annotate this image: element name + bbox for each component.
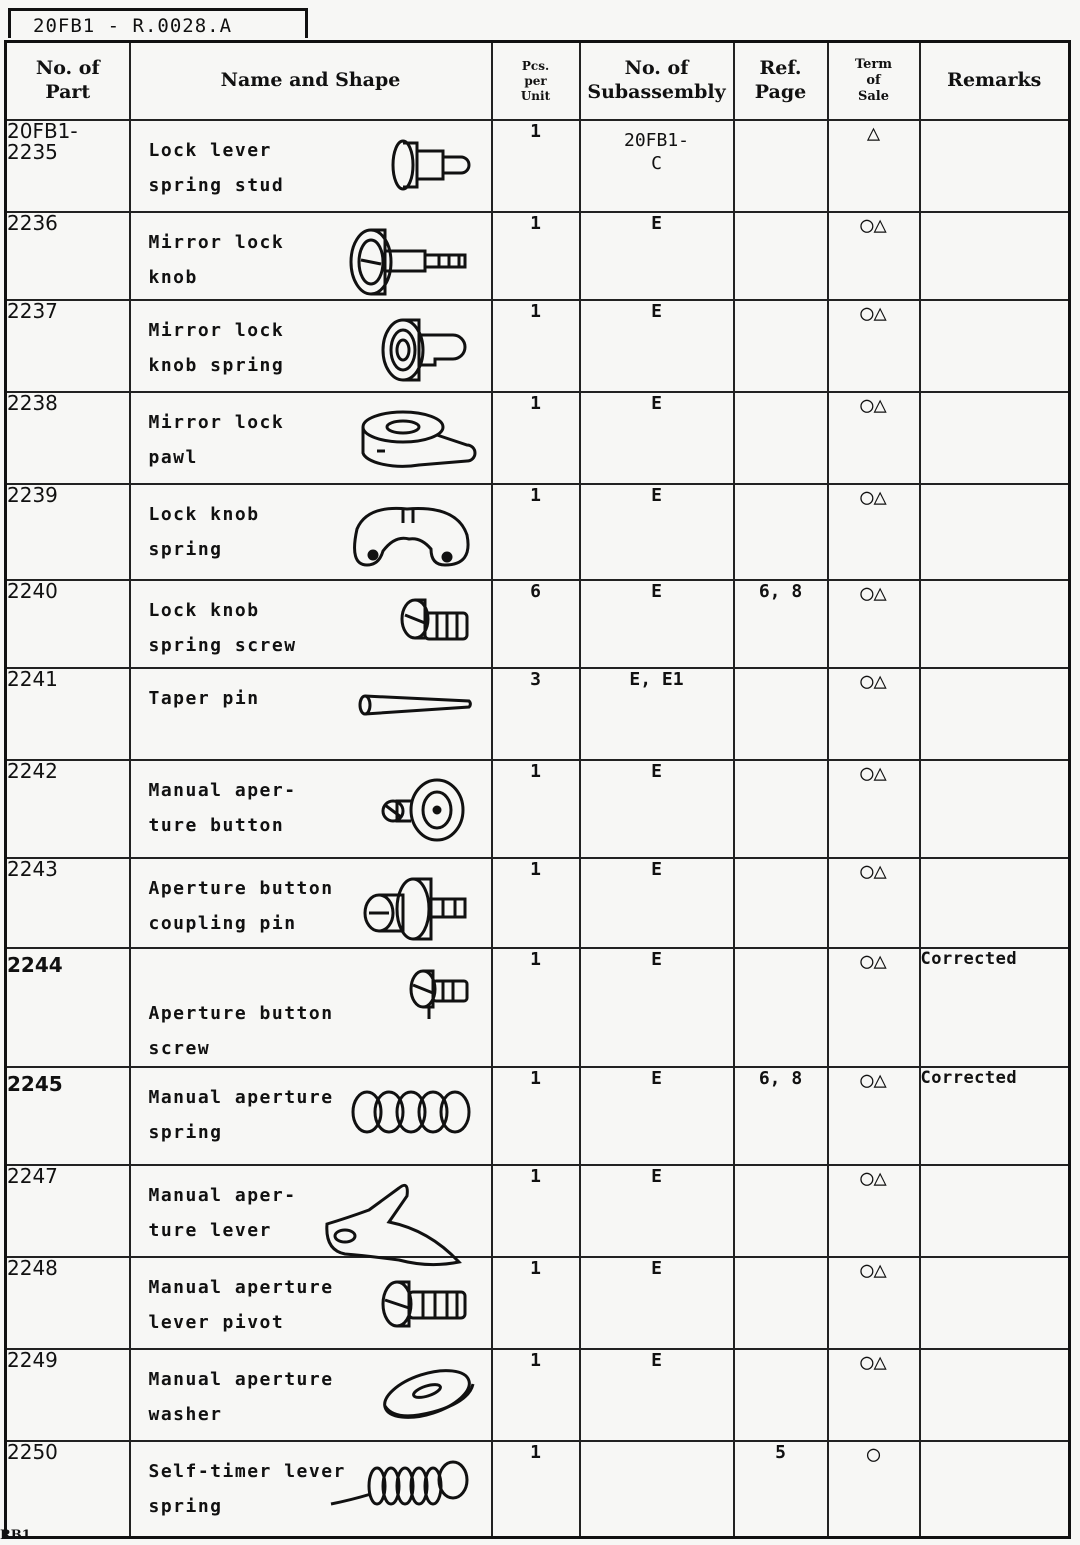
ref-page [734, 948, 828, 1067]
part-name: Mirror lock knob [148, 232, 285, 288]
header-name-shape: Name and Shape [130, 42, 492, 121]
subassembly: E [580, 300, 734, 392]
part-name: Lock knob spring [148, 504, 260, 560]
part-number: 2250 [6, 1441, 130, 1537]
ref-page [734, 392, 828, 484]
part-name-cell [130, 668, 492, 760]
pcs-per-unit: 1 [492, 1165, 580, 1257]
clip-spring-icon [347, 499, 477, 579]
remarks: Corrected [920, 1067, 1070, 1165]
part-name: Self-timer lever spring [148, 1461, 346, 1517]
ref-page: 5 [734, 1441, 828, 1537]
subassembly: E [580, 858, 734, 948]
part-number: 2239 [6, 484, 130, 580]
pcs-per-unit: 1 [492, 484, 580, 580]
subassembly: E [580, 948, 734, 1067]
header-part-no: No. of Part [6, 42, 130, 121]
part-name-cell [130, 300, 492, 392]
stud-icon [387, 135, 477, 199]
table-row [6, 1165, 1070, 1257]
subassembly: E [580, 212, 734, 300]
part-name-cell [130, 1165, 492, 1257]
header-ref-page: Ref. Page [734, 42, 828, 121]
pcs-per-unit: 1 [492, 392, 580, 484]
term-of-sale: ○△ [828, 1165, 920, 1257]
part-name: Manual aper- ture button [148, 780, 297, 836]
ref-page: 6, 8 [734, 580, 828, 668]
part-name-cell [130, 580, 492, 668]
ref-page: 6, 8 [734, 1067, 828, 1165]
subassembly: E, E1 [580, 668, 734, 760]
table-row [6, 300, 1070, 392]
pcs-per-unit: 1 [492, 1349, 580, 1441]
part-name: Aperture button coupling pin [148, 878, 334, 934]
pcs-per-unit: 1 [492, 212, 580, 300]
part-number: 2244 [6, 948, 130, 1067]
table-row [6, 484, 1070, 580]
ref-page [734, 1349, 828, 1441]
part-name: Mirror lock knob spring [148, 320, 285, 376]
table-row [6, 120, 1070, 212]
part-name-cell [130, 948, 492, 1067]
washer-icon [377, 1364, 477, 1428]
subassembly: E [580, 392, 734, 484]
table-row [6, 212, 1070, 300]
ref-page [734, 668, 828, 760]
ref-page [734, 300, 828, 392]
footer-code: RB1 [0, 1528, 31, 1543]
part-number: 2243 [6, 858, 130, 948]
header-subassembly: No. of Subassembly [580, 42, 734, 121]
remarks [920, 300, 1070, 392]
part-name-cell [130, 1257, 492, 1349]
remarks [920, 1257, 1070, 1349]
table-row [6, 1067, 1070, 1165]
term-of-sale: ○△ [828, 1067, 920, 1165]
part-name: Manual aper- ture lever [148, 1185, 297, 1241]
coupling-pin-icon [357, 873, 477, 947]
knob-icon [347, 227, 477, 301]
pcs-per-unit: 1 [492, 1257, 580, 1349]
subassembly [580, 1441, 734, 1537]
subassembly: E [580, 1165, 734, 1257]
part-name-cell [130, 212, 492, 300]
subassembly: E [580, 580, 734, 668]
remarks [920, 392, 1070, 484]
remarks [920, 1165, 1070, 1257]
term-of-sale: ○△ [828, 580, 920, 668]
part-name-cell [130, 1349, 492, 1441]
table-row [6, 668, 1070, 760]
part-name: Manual aperture spring [148, 1087, 334, 1143]
remarks [920, 580, 1070, 668]
table-row [6, 1441, 1070, 1537]
pivot-screw-icon [377, 1272, 477, 1346]
table-row [6, 1257, 1070, 1349]
ref-page [734, 1257, 828, 1349]
part-name-cell [130, 858, 492, 948]
subassembly: E [580, 1257, 734, 1349]
part-name: Mirror lock pawl [148, 412, 285, 468]
part-number: 2241 [6, 668, 130, 760]
screw-icon [397, 595, 477, 659]
term-of-sale: ○△ [828, 1257, 920, 1349]
subassembly: E [580, 484, 734, 580]
part-name-cell [130, 392, 492, 484]
part-number: 20FB1- 2235 [6, 120, 130, 212]
ref-page [734, 1165, 828, 1257]
part-number: 2245 [6, 1067, 130, 1165]
subassembly: E [580, 1067, 734, 1165]
ref-page [734, 484, 828, 580]
term-of-sale: ○△ [828, 1349, 920, 1441]
term-of-sale: △ [828, 120, 920, 212]
table-row [6, 1349, 1070, 1441]
pcs-per-unit: 1 [492, 300, 580, 392]
part-number: 2238 [6, 392, 130, 484]
ref-page [734, 120, 828, 212]
coil-knob-icon [377, 315, 477, 389]
subassembly: E [580, 1349, 734, 1441]
part-number: 2237 [6, 300, 130, 392]
pcs-per-unit: 3 [492, 668, 580, 760]
part-name-cell [130, 1441, 492, 1537]
term-of-sale: ○△ [828, 668, 920, 760]
header-row [6, 42, 1070, 121]
part-name-cell [130, 484, 492, 580]
part-name-cell [130, 120, 492, 212]
parts-table [4, 40, 1071, 1539]
table-row [6, 580, 1070, 668]
ref-page [734, 858, 828, 948]
part-name: Lock knob spring screw [148, 600, 297, 656]
header-pcs-per-unit: Pcs. per Unit [492, 42, 580, 121]
table-row [6, 858, 1070, 948]
pcs-per-unit: 1 [492, 120, 580, 212]
remarks [920, 120, 1070, 212]
button-icon [377, 775, 477, 849]
part-number: 2247 [6, 1165, 130, 1257]
remarks [920, 1349, 1070, 1441]
document-code: 20FB1 - R.0028.A [8, 8, 308, 38]
taper-pin-icon [357, 683, 477, 723]
term-of-sale: ○△ [828, 484, 920, 580]
pawl-icon [357, 407, 477, 477]
pcs-per-unit: 1 [492, 858, 580, 948]
remarks: Corrected [920, 948, 1070, 1067]
part-name-cell [130, 1067, 492, 1165]
part-number: 2236 [6, 212, 130, 300]
part-name: Manual aperture washer [148, 1369, 334, 1425]
term-of-sale: ○△ [828, 300, 920, 392]
remarks [920, 1441, 1070, 1537]
table-row [6, 760, 1070, 858]
part-name: Manual aperture lever pivot [148, 1277, 334, 1333]
ref-page [734, 212, 828, 300]
header-remarks: Remarks [920, 42, 1070, 121]
term-of-sale: ○△ [828, 392, 920, 484]
pcs-per-unit: 1 [492, 1441, 580, 1537]
part-name-cell [130, 760, 492, 858]
table-row [6, 392, 1070, 484]
subassembly: E [580, 760, 734, 858]
pcs-per-unit: 1 [492, 760, 580, 858]
pcs-per-unit: 1 [492, 948, 580, 1067]
part-name: Aperture button screw [148, 1003, 334, 1059]
remarks [920, 668, 1070, 760]
term-of-sale: ○△ [828, 948, 920, 1067]
part-name: Taper pin [148, 688, 260, 709]
term-of-sale: ○△ [828, 760, 920, 858]
table-row [6, 948, 1070, 1067]
remarks [920, 760, 1070, 858]
subassembly: 20FB1- C [580, 120, 734, 212]
part-number: 2249 [6, 1349, 130, 1441]
term-of-sale: ○△ [828, 212, 920, 300]
coil-spring-icon [347, 1082, 477, 1142]
term-of-sale: ○ [828, 1441, 920, 1537]
small-screw-icon [407, 963, 477, 1027]
ref-page [734, 760, 828, 858]
pcs-per-unit: 1 [492, 1067, 580, 1165]
remarks [920, 212, 1070, 300]
header-term-of-sale: Term of Sale [828, 42, 920, 121]
remarks [920, 858, 1070, 948]
part-number: 2240 [6, 580, 130, 668]
part-number: 2242 [6, 760, 130, 858]
part-number: 2248 [6, 1257, 130, 1349]
pcs-per-unit: 6 [492, 580, 580, 668]
part-name: Lock lever spring stud [148, 140, 285, 196]
timer-spring-icon [327, 1456, 477, 1520]
term-of-sale: ○△ [828, 858, 920, 948]
remarks [920, 484, 1070, 580]
